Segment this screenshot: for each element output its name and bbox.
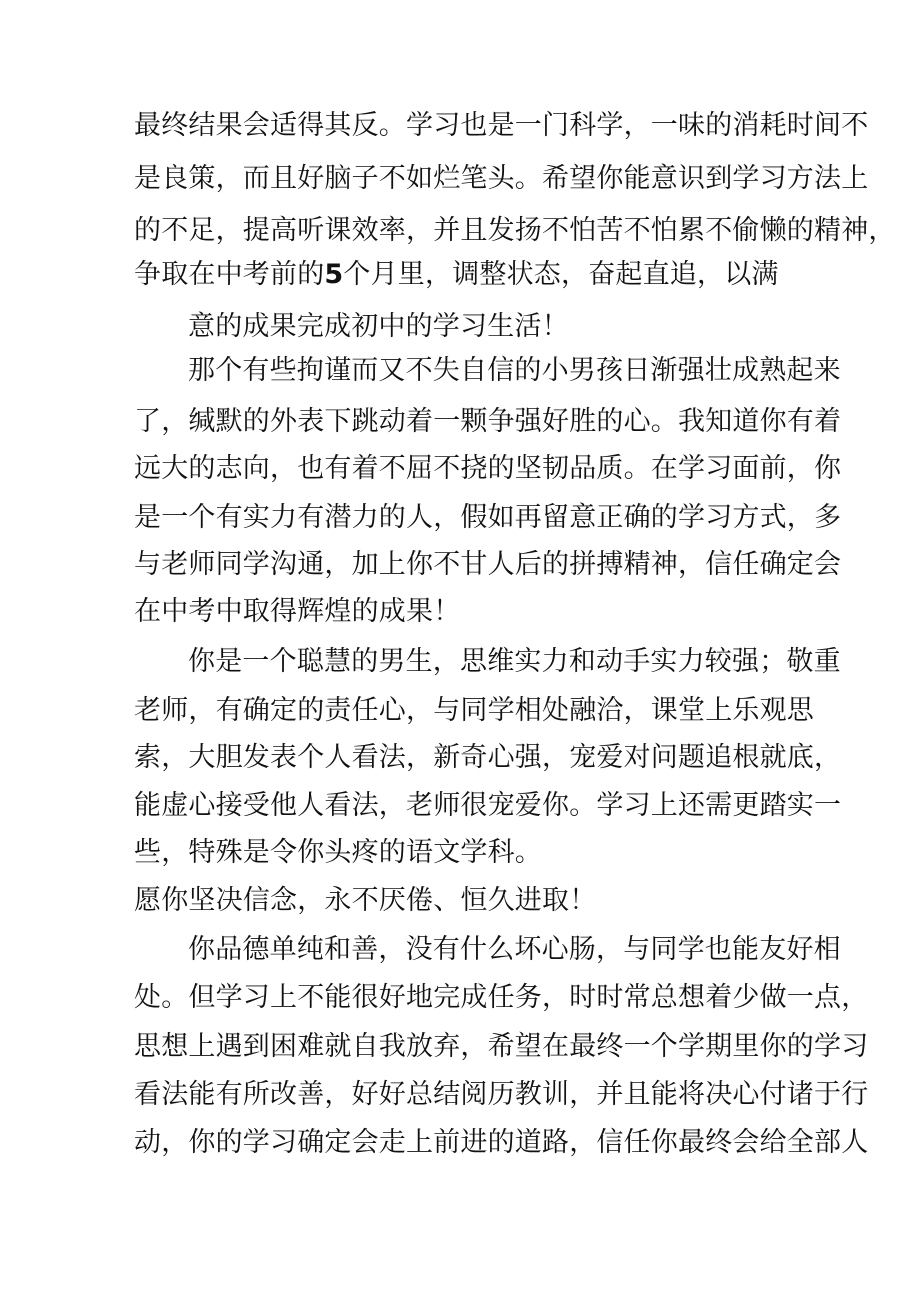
- text-line: 的不足，提高听课效率，并且发扬不怕苦不怕累不偷懒的精神，: [134, 215, 896, 246]
- paragraph-first-line: 你品德单纯和善，没有什么坏心肠，与同学也能友好相: [188, 934, 841, 965]
- text-line: 处。但学习上不能很好地完成任务，时时常总想着少做一点，: [134, 982, 869, 1013]
- text-line: 些，特殊是令你头疼的语文学科。: [134, 837, 542, 868]
- text-line: 愿你坚决信念，永不厌倦、恒久进取！: [134, 885, 597, 916]
- text-segment: 争取在中考前的: [134, 259, 325, 290]
- text-line: 思想上遇到困难就自我放弃，希望在最终一个学期里你的学习: [134, 1031, 869, 1062]
- text-line: [134, 257, 779, 293]
- text-line: 在中考中取得辉煌的成果！: [134, 596, 461, 627]
- text-line: 能虚心接受他人看法，老师很宠爱你。学习上还需更踏实一: [134, 790, 842, 821]
- text-line: 动，你的学习确定会走上前进的道路，信任你最终会给全部人: [134, 1127, 869, 1158]
- text-line: 了，缄默的外表下跳动着一颗争强好胜的心。我知道你有着: [134, 406, 842, 437]
- text-line: 与老师同学沟通，加上你不甘人后的拼搏精神，信任确定会: [134, 549, 842, 580]
- text-line: 看法能有所改善，好好总结阅历教训，并且能将决心付诸于行: [134, 1079, 869, 1110]
- paragraph-first-line: 你是一个聪慧的男生，思维实力和动手实力较强；敬重: [188, 646, 841, 677]
- number-five: 5: [324, 259, 344, 290]
- text-line: 索，大胆发表个人看法，新奇心强，宠爱对问题追根就底，: [134, 742, 842, 773]
- text-line: 远大的志向，也有着不屈不挠的坚韧品质。在学习面前，你: [134, 453, 842, 484]
- text-line: 老师，有确定的责任心，与同学相处融洽，课堂上乐观思: [134, 695, 814, 726]
- text-line: 是良策，而且好脑子不如烂笔头。希望你能意识到学习方法上: [134, 163, 869, 194]
- paragraph-first-line: 那个有些拘谨而又不失自信的小男孩日渐强壮成熟起来: [188, 355, 841, 386]
- text-line: 是一个有实力有潜力的人，假如再留意正确的学习方式，多: [134, 502, 842, 533]
- text-line: 最终结果会适得其反。学习也是一门科学，一味的消耗时间不: [134, 110, 869, 141]
- text-line: 意的成果完成初中的学习生活！: [188, 311, 569, 342]
- text-segment: 个月里，调整状态，奋起直追，以满: [343, 259, 779, 290]
